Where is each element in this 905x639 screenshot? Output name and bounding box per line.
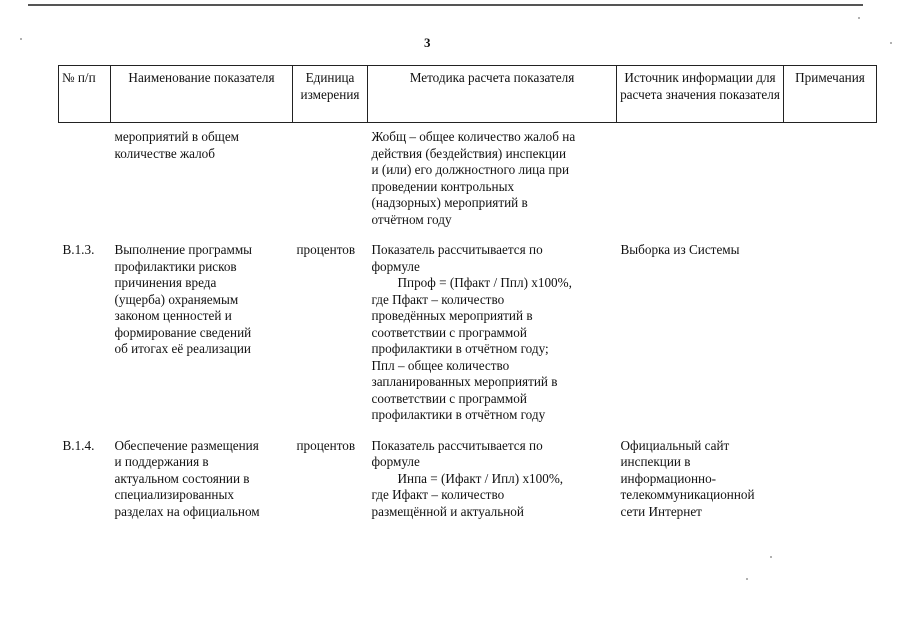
table-row	[59, 123, 877, 229]
row-number	[59, 123, 111, 229]
header-unit: Единица измерения	[293, 66, 368, 123]
calculation-method	[368, 424, 617, 521]
indicators-table	[58, 65, 877, 520]
method-paragraph: Показатель рассчитывается по формуле	[371, 242, 543, 274]
method-paragraph: Жобщ – общее количество жалоб на действия (бездействия) инспекции и (или) его должностного лица при проведении контрольных (надзорных) мероприятий в отчётном году	[371, 129, 576, 227]
header-information-source: Источник информации для расчета значения показателя	[617, 66, 784, 123]
method-formula: Ппроф = (Пфакт / Ппл) х100%,	[397, 275, 572, 290]
header-notes: Примечания	[784, 66, 877, 123]
unit: процентов	[296, 242, 356, 257]
scan-speck	[890, 42, 892, 44]
row-number: В.1.3.	[62, 242, 95, 257]
scan-speck	[858, 17, 860, 19]
notes	[784, 123, 877, 229]
method-formula: Инпа = (Ифакт / Ипл) х100%,	[397, 470, 564, 486]
row-number: В.1.4.	[62, 437, 95, 453]
calculation-method	[368, 123, 617, 229]
information-source	[617, 123, 784, 229]
method-paragraph: где Ифакт – количество размещённой и актуальной	[371, 487, 524, 519]
method-paragraph: где Пфакт – количество проведённых мероприятий в соответствии с программой профилактики в отчётном году; Ппл – общее количество запланированных мероприятий в соответствии с программой профилактики в отчётном году	[371, 291, 558, 422]
indicator-name: мероприятий в общем количестве жалоб	[114, 129, 240, 161]
top-rule	[28, 4, 863, 6]
indicator-name: Выполнение программы профилактики рисков причинения вреда (ущерба) охраняемым законом ценностей и формирование сведений об итогах её реализации	[114, 242, 253, 356]
information-source: Официальный сайт инспекции в информационно- телекоммуникационной сети Интернет	[620, 437, 755, 519]
unit	[293, 123, 368, 229]
notes	[784, 228, 877, 424]
header-calculation-method: Методика расчета показателя	[368, 66, 617, 123]
table-row	[59, 228, 877, 424]
information-source: Выборка из Системы	[620, 242, 740, 257]
header-indicator-name: Наименование показателя	[111, 66, 293, 123]
calculation-method	[368, 228, 617, 424]
unit: процентов	[296, 437, 356, 453]
header-number: № п/п	[59, 66, 111, 123]
scan-speck	[746, 578, 748, 580]
table-header-row	[59, 66, 877, 123]
indicator-name: Обеспечение размещения и поддержания в актуальном состоянии в специализированных разделах на официальном	[114, 437, 260, 519]
page-number: 3	[424, 35, 431, 50]
table-row	[59, 424, 877, 521]
scan-speck	[20, 38, 22, 40]
scan-speck	[770, 556, 772, 558]
method-paragraph: Показатель рассчитывается по формуле	[371, 437, 543, 469]
notes	[784, 424, 877, 521]
